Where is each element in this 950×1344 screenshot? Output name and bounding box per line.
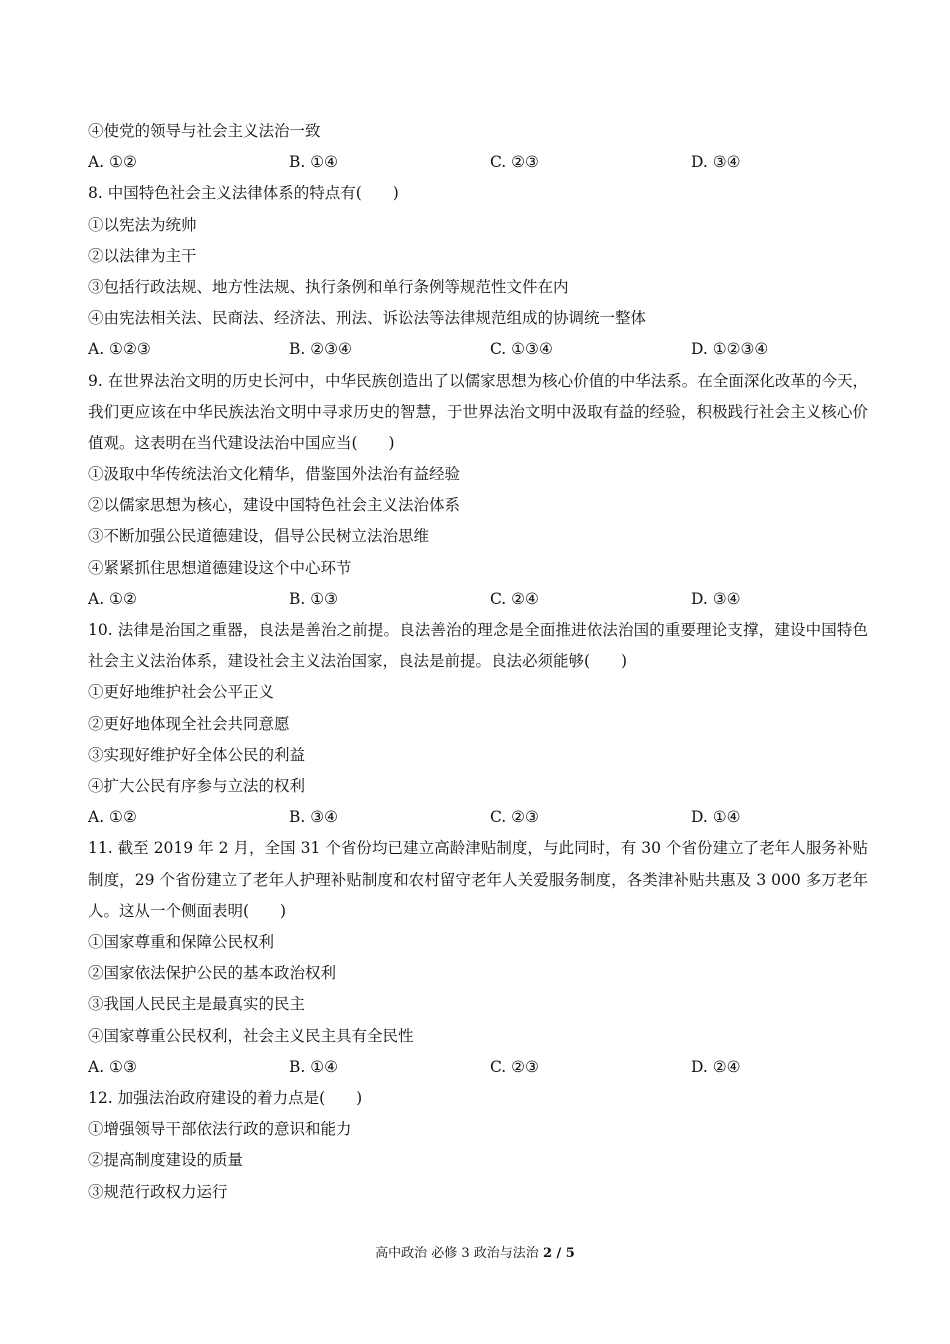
q7-item-4: ④使党的领导与社会主义法治一致 [88, 122, 321, 140]
q9-stem: 9. 在世界法治文明的历史长河中，中华民族创造出了以儒家思想为核心价值的中华法系。在全面深化改革的今天，我们更应该在中华民族法治文明中寻求历史的智慧，于世界法治文明中汲取有益的经验，积极践行社会主义核心价值观。这表明在当代建设法治中国应当( ) [88, 371, 868, 452]
q12-stem: 12. 加强法治政府建设的着力点是( ) [88, 1088, 363, 1107]
q12-item-3: ③规范行政权力运行 [88, 1182, 228, 1201]
q10-item-1: ①更好地维护社会公平正义 [88, 683, 275, 702]
q10-item-3: ③实现好维护好全体公民的利益 [88, 745, 306, 764]
q8-item-3: ③包括行政法规、地方性法规、执行条例和单行条例等规范性文件在内 [88, 277, 569, 296]
question-body [88, 116, 868, 1208]
q8-option-a: A. ①②③ [88, 340, 151, 359]
page-footer [0, 1244, 950, 1264]
q11-option-c: C. ②③ [490, 1057, 539, 1076]
q10-options [88, 802, 868, 833]
q9-item-3: ③不断加强公民道德建设，倡导公民树立法治思维 [88, 527, 430, 546]
q8-item-4: ④由宪法相关法、民商法、经济法、刑法、诉讼法等法律规范组成的协调统一整体 [88, 309, 647, 328]
q11-item-4: ④国家尊重公民权利，社会主义民主具有全民性 [88, 1026, 414, 1045]
q8-option-c: C. ①③④ [490, 340, 553, 359]
q7-option-b: B. ①④ [289, 153, 339, 172]
q12-item-1: ①增强领导干部依法行政的意识和能力 [88, 1120, 352, 1139]
q8-item-1: ①以宪法为统帅 [88, 215, 197, 234]
q9-options [88, 584, 868, 615]
q10-option-b: B. ③④ [289, 808, 339, 827]
q9-option-b: B. ①③ [289, 589, 339, 608]
q12-item-2: ②提高制度建设的质量 [88, 1151, 244, 1170]
q8-option-b: B. ②③④ [289, 340, 352, 359]
q11-item-1: ①国家尊重和保障公民权利 [88, 933, 275, 951]
q9-option-a: A. ①② [88, 589, 137, 608]
footer-page-number: 2 / 5 [542, 1246, 575, 1261]
q11-option-a: A. ①③ [88, 1057, 137, 1076]
q10-option-a: A. ①② [88, 808, 137, 827]
q8-item-2: ②以法律为主干 [88, 246, 197, 265]
q9-option-c: C. ②④ [490, 589, 539, 608]
q8-options [88, 334, 868, 365]
q7-option-c: C. ②③ [490, 153, 539, 172]
q7-options [88, 147, 868, 178]
q11-option-d: D. ②④ [691, 1057, 741, 1076]
q7-option-a: A. ①② [88, 153, 137, 172]
q9-item-2: ②以儒家思想为核心，建设中国特色社会主义法治体系 [88, 496, 461, 515]
q10-option-d: D. ①④ [691, 808, 741, 827]
q7-option-d: D. ③④ [691, 153, 741, 172]
q9-option-d: D. ③④ [691, 589, 741, 608]
q10-item-4: ④扩大公民有序参与立法的权利 [88, 777, 306, 796]
q11-item-2: ②国家依法保护公民的基本政治权利 [88, 964, 337, 983]
q9-item-1: ①汲取中华传统法治文化精华，借鉴国外法治有益经验 [88, 465, 461, 484]
q8-option-d: D. ①②③④ [691, 340, 769, 359]
q11-option-b: B. ①④ [289, 1057, 339, 1076]
q11-item-3: ③我国人民民主是最真实的民主 [88, 995, 306, 1014]
footer-subject: 高中政治 必修 3 政治与法治 [375, 1246, 539, 1261]
q10-stem: 10. 法律是治国之重器，良法是善治之前提。良法善治的理念是全面推进依法治国的重要理论支撑，建设中国特色社会主义法治体系，建设社会主义法治国家，良法是前提。良法必须能够( ) [88, 621, 868, 671]
q11-options [88, 1052, 868, 1083]
q10-option-c: C. ②③ [490, 808, 539, 827]
q9-item-4: ④紧紧抓住思想道德建设这个中心环节 [88, 558, 352, 577]
q8-stem: 8. 中国特色社会主义法律体系的特点有( ) [88, 184, 399, 203]
q11-stem: 11. 截至 2019 年 2 月，全国 31 个省份均已建立高龄津贴制度，与此同时，有 30 个省份建立了老年人服务补贴制度，29 个省份建立了老年人护理补贴制度和农村留守老年人关爱服务制度，各类津补贴共惠及 3 000 多万老年人。这从一个侧面表明( ) [88, 839, 868, 920]
q10-item-2: ②更好地体现全社会共同意愿 [88, 714, 290, 733]
